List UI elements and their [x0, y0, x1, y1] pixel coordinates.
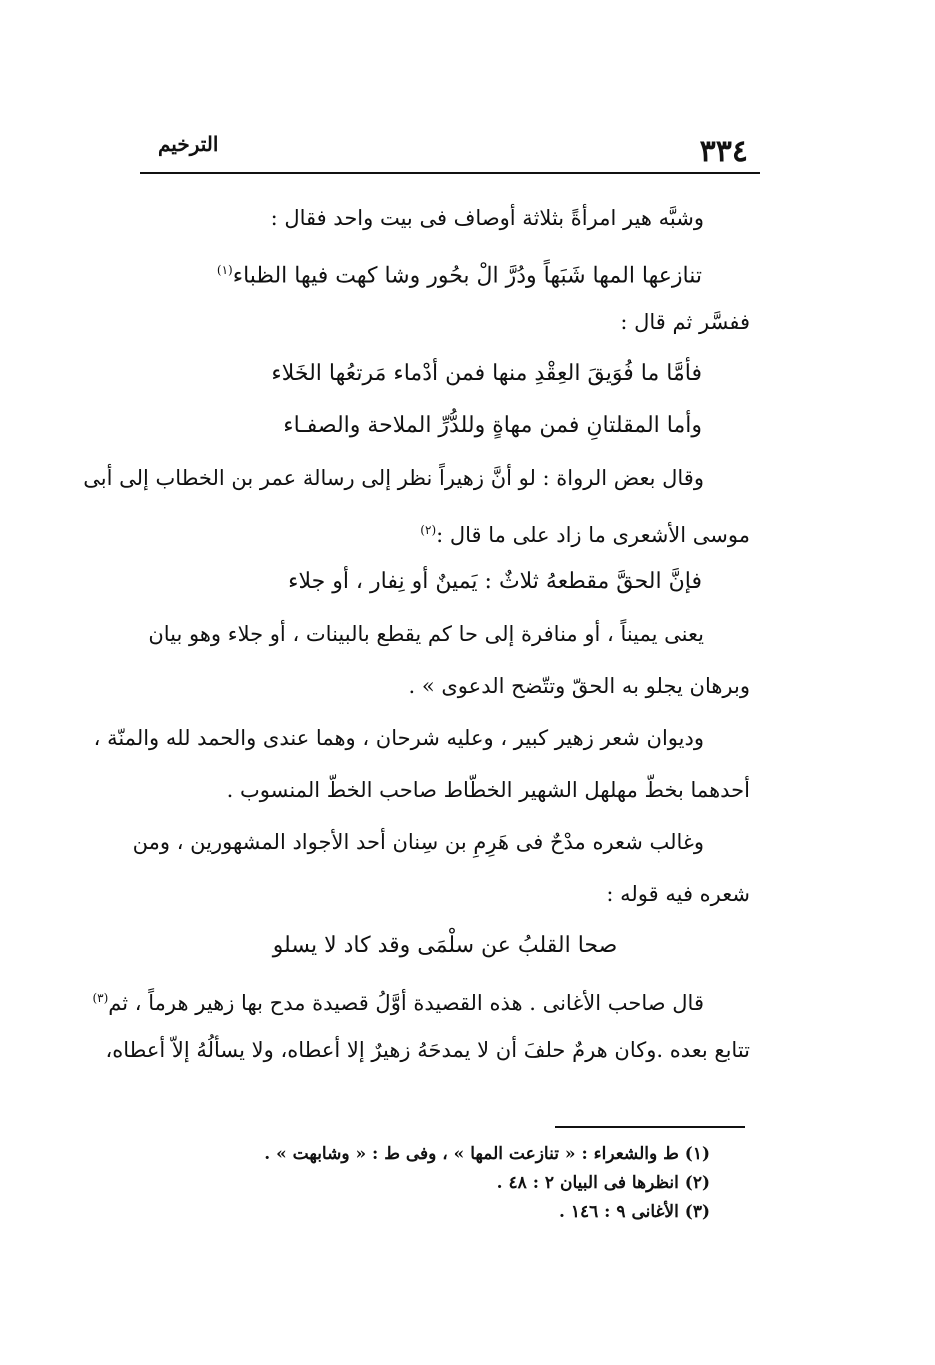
footnote-mark: (٣)	[92, 991, 109, 1005]
verse-line: تنازعها المها شَبَهاً ودُرَّ الْ بحُور وشا كهت فيها الظباء$^{(١)}$	[216, 263, 702, 289]
text-line: ففسَّر ثم قال :	[620, 310, 750, 334]
text-line: قال صاحب الأغانى . هذه القصيدة أوَّلُ قصيدة مدح بها زهير هرماً ، ثم$^{(٣)}$	[92, 991, 704, 1015]
verse-line: صحا القلبُ عن سلْمَى وقد كاد لا يسلو	[272, 933, 618, 958]
page-header	[140, 128, 760, 168]
text-line: وشبَّه هير امرأةً بثلاثة أوصاف فى بيت واحد فقال :	[270, 206, 704, 230]
footnote: (٣) الأغانى ٩ : ١٤٦ .	[559, 1202, 710, 1222]
page-number: ٣٣٤	[699, 134, 748, 169]
footnotes	[150, 1140, 710, 1227]
footnote-mark: (١)	[216, 263, 233, 277]
verse-line: فأمَّا ما فُوَيقَ العِقْدِ منها فمن أدْماء مَرتعُها الخَلاء	[271, 361, 702, 386]
footnote-mark: (٢)	[420, 523, 437, 537]
footnote-rule	[555, 1126, 745, 1128]
header-rule	[140, 172, 760, 174]
footnote: (١) ط والشعراء : « تنازعت المها » ، وفى ط : « وشابهت » .	[264, 1144, 710, 1164]
running-head: الترخيم	[158, 132, 219, 156]
footnote: (٢) انظرها فى البيان ٢ : ٤٨ .	[496, 1173, 710, 1193]
text-line: شعره فيه قوله :	[606, 882, 750, 906]
text-line: وقال بعض الرواة : لو أنَّ زهيراً نظر إلى رسالة عمر بن الخطاب إلى أبى	[83, 466, 704, 490]
text-line: تتابع بعده .وكان هرمٌ حلفَ أن لا يمدحَهُ زهيرٌ إلا أعطاه، ولا يسألُهُ إلاّ أعطاه،	[105, 1038, 750, 1062]
text-line: أحدهما بخطّ مهلهل الشهير الخطّاط صاحب الخطّ المنسوب .	[226, 778, 750, 802]
text-line: وديوان شعر زهير كبير ، وعليه شرحان ، وهما عندى والحمد لله والمنّة ،	[93, 726, 704, 750]
text-line: وبرهان يجلو به الحقّ وتتّضح الدعوى » .	[408, 674, 750, 698]
text-line: يعنى يميناً ، أو منافرة إلى حا كم يقطع بالبينات ، أو جلاء وهو بيان	[148, 622, 704, 646]
text-line: وغالب شعره مدْحٌ فى هَرِمِ بن سِنان أحد الأجواد المشهورين ، ومن	[132, 830, 704, 854]
text-line: موسى الأشعرى ما زاد على ما قال :$^{(٢)}$	[420, 523, 750, 547]
verse-line: فإنَّ الحقَّ مقطعهُ ثلاثٌ : يَمينٌ أو نِفار ، أو جلاء	[288, 569, 702, 594]
page-body	[83, 192, 750, 1076]
verse-line: وأما المقلتانِ فمن مهاةٍ وللدُّرِّ الملاحة والصفـاء	[283, 413, 702, 438]
